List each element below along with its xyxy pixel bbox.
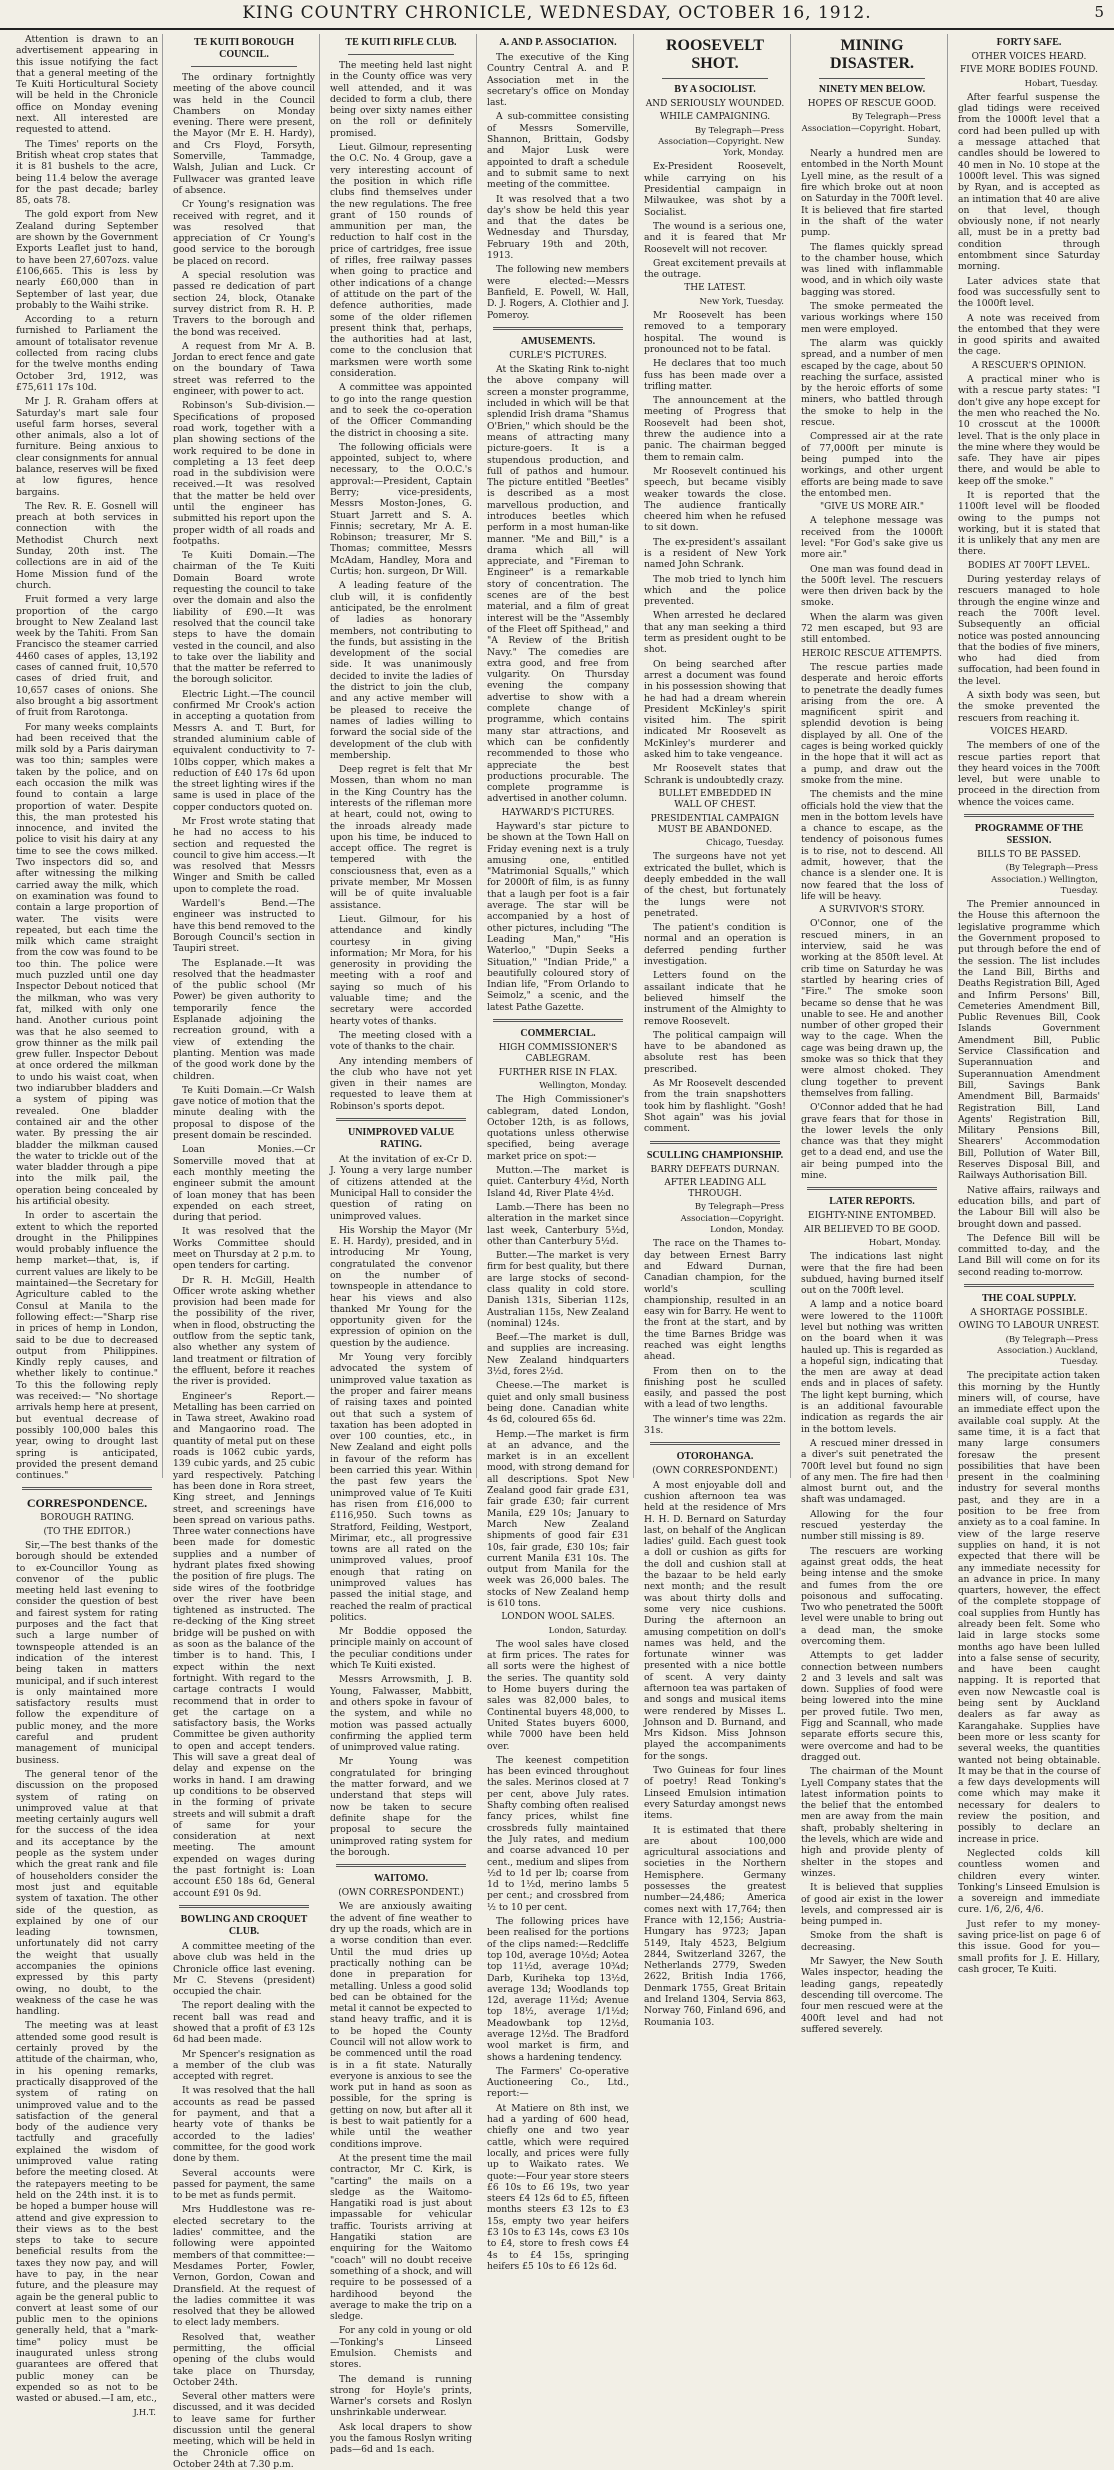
- divider: [964, 1284, 1094, 1287]
- paragraph: Messrs Arrowsmith, J. B. Young, Falwasser, Mabbitt, and others spoke in favour of the system, and while no motion was passed actually confirming the applied term of unimproved value rating.: [330, 1674, 472, 1754]
- paragraph: At Matiere on 8th inst, we had a yarding of 600 head, chiefly one and two year cattle, which were required locally, and prices were fully up to Waikato rates. We quote:—Four year store steers £6 10s to £6 19s, two year steers £4 12s 6d to £5, fifteen months steers £3 12s to £3 15s, empty two year heifers £3 10s to £3 14s, cows £3 10s to £4, store to fresh cows £4 4s to £4 15s, springing heifers £5 10s to £6 12s 6d.: [487, 2102, 629, 2272]
- paragraph: The winner's time was 22m. 31s.: [644, 1413, 786, 1437]
- byline: (OWN CORRESPONDENT.): [652, 1466, 778, 1477]
- section-subheading: FIVE MORE BODIES FOUND.: [960, 65, 1098, 76]
- paragraph: The High Commissioner's cablegram, dated London, October 12th, is as follows, quotations unless otherwise specified, being average market price on spot:—: [487, 1094, 629, 1162]
- divider: [819, 78, 925, 79]
- section-subheading: BILLS TO BE PASSED.: [977, 850, 1081, 860]
- paragraph: Beef.—The market is dull, and supplies are increasing. New Zealand hindquarters 3½d, fores 2½d.: [487, 1332, 629, 1378]
- paragraph: A committee meeting of the above club was held in the Chronicle office last evening. Mr C. Stevens (president) occupied the chair.: [173, 1940, 315, 1998]
- column-4: [483, 34, 634, 2272]
- divider: [336, 1118, 466, 1121]
- paragraph: A special resolution was passed re dedication of part section 24, block, Otanake survey district from R. H. P. Travers to the borough and the bond was received.: [173, 270, 315, 338]
- section-subheading: HIGH COMMISSIONER'S CABLEGRAM.: [498, 1043, 618, 1065]
- paragraph: The Farmers' Co-operative Auctioneering Co., Ltd., report:—: [487, 2065, 629, 2100]
- paragraph: Resolved that, weather permitting, the official opening of the clubs would take place on Thursday, October 24th.: [173, 2331, 315, 2388]
- paragraph: A sixth body was seen, but the smoke prevented the rescuers from reaching it.: [958, 690, 1100, 724]
- dateline: Hobart, Monday.: [868, 1237, 941, 1248]
- paragraph: Mr J. R. Graham offers at Saturday's mart sale four useful farm horses, several other animals, also a lot of furniture. Being anxious to clear consignments for annual balance, reserves will be fixed at low figures, hence bargains.: [16, 396, 158, 498]
- paragraph: Hemp.—The market is firm at an advance, and the market is in an excellent mood, with strong demand for all descriptions. Spot New Zealand good fair grade £31, fair grade £30; fair current Manila, £29 10s; January to March New Zealand shipments of good fair £31 10s, fair grade, £30 10s; fair current Manila £31 10s. The output from Manila for the week was 26,000 bales. The stocks of New Zealand hemp is 610 tons.: [487, 1428, 629, 1609]
- section-headline: SCULLING CHAMPIONSHIP.: [646, 1149, 784, 1161]
- paragraph: It is believed that supplies of good air exist in the lower levels, and compressed air is being pumped in.: [801, 1882, 943, 1928]
- paragraph: The ex-president's assailant is a resident of New York named John Schrank.: [644, 536, 786, 571]
- paragraph: After fearful suspense the glad tidings were received from the 1000ft level that a cord had been pulled up with a message attached that candles should be lowered to 40 men in No. 10 stope at the 1000ft level. This was signed by Ryan, and is accepted as an intimation that 40 are alive on that level, though obviously none, if not nearly all, must be in a pretty bad condition through entombment since Saturday morning.: [958, 91, 1100, 273]
- paragraph: The precipitate action taken this morning by the Huntly miners will, of course, have an immediate effect upon the available coal supply. At the same time, it is a fact that many large consumers foresaw the present possibilities that have been present in the coalmining industry for several months past, and they are in a position to be free from anxiety as to a coal famine. In view of the large reserve supplies on hand, it is not expected that there will be any immediate necessity for an advance in price. In many quarters, however, the effect of the complete stoppage of coal supplies from Huntly has already been felt. Some who laid in large stocks some months ago have been lulled into a false sense of security, and have been caught napping. It is reported that even now Newcastle coal is being sent by Auckland dealers as far away as Karangahake. Supplies have been more or less scanty for several weeks, the quantities wanted not being obtainable. It may be that in the course of a few days developments will come which may make it necessary for dealers to review the position, and possibly to declare an increase in price.: [958, 1370, 1100, 1845]
- paragraph: A leading feature of the club will, it is confidently anticipated, be the enrolment of ladies as honorary members, not contributing to the funds, but assisting in the development of the social side. It was unanimously decided to invite the ladies of the district to join the club, and any active member will be pleased to receive the names of ladies willing to forward the social side of the development of the club with membership.: [330, 580, 472, 761]
- paragraph: The wound is a serious one, and it is feared that Mr Roosevelt will not recover.: [644, 220, 786, 255]
- paragraph: His Worship the Mayor (Mr E. H. Hardy), presided, and in introducing Mr Young, congratulated the convenor on the number of townspeople in attendance to hear his views and also thanked Mr Young for the opportunity given for the expression of opinion on the question by the audience.: [330, 1224, 472, 1349]
- divider: [179, 1905, 309, 1908]
- section-subheading: HAYWARD'S PICTURES.: [501, 807, 615, 818]
- paragraph: The keenest competition has been evinced throughout the sales. Merinos closed at 7 per cent, above July rates. Shafty combing often realised fancy prices, whilst fine crossbreds fully maintained the July rates, and medium and coarse advanced 10 per cent., medium and slipes from ½d to 1d per lb; coarse from 1d to 1½d, merino lambs 5 per cent.; and crossbred from ½ to 10 per cent.: [487, 1754, 629, 1913]
- section-headline: A. AND P. ASSOCIATION.: [499, 37, 617, 48]
- section-subheading: AFTER LEADING ALL THROUGH.: [664, 1177, 766, 1200]
- divider: [348, 54, 454, 55]
- paragraph: A practical miner who is with a rescue party states: "I don't give any hope except for the men who reached the No. 10 crosscut at the 1000ft level. That is the only place in the mine where they would be safe. They have air pipes there, and would be able to keep off the smoke.": [958, 374, 1100, 487]
- dateline: Hobart, Tuesday.: [1024, 78, 1098, 89]
- masthead: [0, 0, 1114, 30]
- paragraph: Mr Young very forcibly advocated the system of unimproved value taxation as the proper and fairer means of raising taxes and pointed out that such a system of taxation has been adopted in over 100 counties, etc., in New Zealand and eight polls in favour of the reform has been carried this year. Within the past few years the unimproved value of Te Kuiti has risen from £16,000 to £116,950. Such towns as Stratford, Feilding, Westport, Mirimar, etc., all progressive towns are all rated on the unimproved values, proof enough that rating on unimproved values has passed the initial stage, and reached the realm of practical politics.: [330, 1352, 472, 1623]
- paragraph: Two Guineas for four lines of poetry! Read Tonking's Linseed Emulsion intimation every Saturday amongst news items.: [644, 1765, 786, 1822]
- divider: [807, 1187, 937, 1190]
- dateline: (By Telegraph—Press Association.) Wellington, Tuesday.: [991, 863, 1098, 896]
- section-subheading: PRESIDENTIAL CAMPAIGN MUST BE ABANDONED.: [650, 813, 780, 835]
- paragraph: A sub-committee consisting of Messrs Somerville, Shannon, Brittain, Godsby and Major Lusk were appointed to draft a schedule and to submit same to next meeting of the committee.: [487, 111, 629, 191]
- paragraph: The race on the Thames to-day between Ernest Barry and Edward Durnan, Canadian champion, for the world's sculling championship, resulted in an easy win for Barry. He went to the front at the start, and by the time Barnes Bridge was reached was eight lengths ahead.: [644, 1238, 786, 1363]
- paragraph: Te Kuiti Domain.—Cr Walsh gave notice of motion that the minute dealing with the proposal to dispose of the present domain be rescinded.: [173, 1084, 315, 1142]
- paragraph: Lamb.—There has been no alteration in the market since last week, Canterbury 5½d, other than Canterbury 5½d.: [487, 1201, 629, 1247]
- section-headline: PROGRAMME OF THE SESSION.: [974, 823, 1084, 846]
- paragraph: Mr Roosevelt states that Schrank is undoubtedly crazy.: [644, 763, 786, 786]
- paragraph: The flames quickly spread to the chamber house, which was lined with inflammable wood, and in which oily waste bagging was stored.: [801, 241, 943, 298]
- paragraph: According to a return furnished to Parliament the amount of totalisator revenue collected from racing clubs for the twelve months ending October 3rd, 1912, was £75,611 17s 10d.: [16, 314, 158, 393]
- page-columns: [12, 34, 1104, 2470]
- dateline: London, Saturday.: [548, 1625, 627, 1636]
- paragraph: In order to ascertain the extent to which the reported drought in the Philippines would probably influence the hemp market—that, is, if current values are likely to be maintained—the Secretary for Agriculture cabled to the Consul at Manila to the following effect:—"Sharp rise in prices of hemp in London, said to be due to decreased output from Philippines. Kindly reply causes, and whether likely to continue." To this the following reply was received:— "No shortage arrivals hemp here at present, but eventual decrease of possibly 100,000 bales this year, owing to drought last spring is anticipated, provided the present demand continues.": [16, 1210, 158, 1482]
- section-subheading: OWING TO LABOUR UNREST.: [958, 1321, 1100, 1332]
- newspaper-title: KING COUNTRY CHRONICLE, WEDNESDAY, OCTOBER 16, 1912.: [242, 3, 872, 23]
- paragraph: The following prices have been realised for the portions of the clips named:—Redcliffe top 10d, average 10½d; Aotea top 11½d, average 10¾d; Darb, Kuriheka top 13½d, average 13d; Woodlands top 12d, average 11½d; Avenue top 18½, average 1/1½d; Meadowbank top 12½d, average 12½d. The Bradford wool market is firm, and shows a hardening tendency.: [487, 1916, 629, 2063]
- paragraph: A note was received from the entombed that they were in good spirits and awaited the cage.: [958, 312, 1100, 358]
- section-headline: COMMERCIAL.: [520, 1028, 596, 1040]
- paragraph: The gold export from New Zealand during September are shown by the Government Exports Leaflet just to hand, to have been 27,607ozs. value £106,665. This is less by nearly £60,000 than in September of last year, due probably to the Waihi strike.: [16, 209, 158, 311]
- section-subheading: CURLE'S PICTURES.: [509, 350, 607, 361]
- letter-paragraph: The meeting was at least attended some good result is certainly proved by the attitude of the chairman, who, in his opening remarks, practically disapproved of the system of rating on unimproved value and to the satisfaction of the general body of the audience very tactfully and gracefully explained the wisdom of unimproved value rating before the meeting closed. At the ratepayers meeting to be held on the 24th inst. it is to be hoped a bumper house will attend and give expression to their views as to the best steps to take to secure beneficial results from the taxes they now pay, and will have to pay, in the near future, and the pleasure may again be the general public to convert at least some of our public men to the opinions generally held, that a "mark-time" policy must be inaugurated unless strong guarantees are offered that public money can be expended so as not to be wasted or abused.—I am, etc.,: [16, 2020, 158, 2405]
- paragraph: For many weeks complaints had been received that the milk sold by a Paris dairyman was too thin; samples were taken by the police, and on each occasion the milk was found to contain a large proportion of water. Despite this, the man protested his innocence, and invited the police to visit his dairy at any time to see the cows milked. Two inspectors did so, and after witnessing the milking carried away the milk, which on examination was found to contain a large proportion of water. The visits were repeated, but each time the milk which came straight from the cow was found to be too thin. The police were much puzzled until one day Inspector Debout noticed that the milkman, who was very fat, milked with only one hand. Another curious point was that he also seemed to grow thinner as the milk pail grew fuller. Inspector Debout at once ordered the milkman to undo his waist coat, when two indiarubber bladders and a system of piping was revealed. One bladder contained air and the other water. By pressing the air bladder the milkman caused the water to trickle out of the water bladder through a pipe into the milk pail, the operation being concealed by his artificial obesity.: [16, 721, 158, 1207]
- paragraph: From then on to the finishing post he sculled easily, and passed the post with a lead of two lengths.: [644, 1365, 786, 1411]
- divider: [493, 1019, 623, 1022]
- paragraph: On being searched after arrest a document was found in his possession showing that he had had a dream wherein President McKinley's spirit visited him. The spirit indicated Mr Roosevelt as McKinley's murderer and asked him to take vengeance.: [644, 658, 786, 761]
- section-headline: TE KUITI RIFLE CLUB.: [345, 37, 457, 48]
- paragraph: Native affairs, railways and education bills, and part of the Labour Bill will also be brought down and passed.: [958, 1184, 1100, 1230]
- letter-signoff: J.H.T.: [133, 2407, 156, 2418]
- dateline: New York, Tuesday.: [699, 296, 784, 307]
- paragraph: Engineer's Report.—Metalling has been carried on in Tawa street, Awakino road and Mangaorino road. The quantity of metal put on these roads is 1062 cubic yards, 139 cubic yards, and 25 cubic yard respectively. Patching has been done in Rora street, King street, and Jennings street, and screenings have been spread on various paths. Three water connections have been made for domestic supplies and a number of hydrant plates fixed showing the position of fire plugs. The side wires of the footbridge over the river have been tightened as instructed. The re-decking of the King street bridge will be pushed on with as soon as the balance of the timber is to hand. This, I expect within the next fortnight. With regard to the cartage contracts I would recommend that in order to get the cartage on a satisfactory basis, the Works Committee be given authority to open and accept tenders. This will save a great deal of delay and expense on the works in hand. I am drawing up conditions to be observed in the forming of private streets and will submit a draft of same for your consideration at next meeting. The amount expended on wages during the past fortnight is: Loan account £50 18s 6d, General account £91 0s 9d.: [173, 1390, 315, 1899]
- section-subheading: BARRY DEFEATS DURNAN.: [650, 1164, 780, 1175]
- section-subheading: FURTHER RISE IN FLAX.: [498, 1067, 618, 1078]
- paragraph: The Times' reports on the British wheat crop states that it is 81 bushels to the acre, being 11.4 below the average for the past decade; barley 85, oats 78.: [16, 138, 158, 207]
- dateline: By Telegraph—Press Association—Copyright. New York, Monday.: [658, 125, 784, 159]
- paragraph: During yesterday relays of rescuers managed to hole through the engine winze and reach the 700ft level. Subsequently an official notice was posted announcing that the bodies of five miners, who had died from suffocation, had been found in the level.: [958, 574, 1100, 687]
- letter-paragraph: The general tenor of the discussion on the proposed system of rating on unimproved value at that meeting certainly augurs well for the success of the idea and its acceptance by the people as the system under which the great rank and file of householders consider the most just and equitable system of taxation. The other side of the question, as explained by one of our leading townsmen, unfortunately did not carry the weight that usually accompanies the opinions expressed by this party owing, no doubt, to the weakness of the case he was handling.: [16, 1768, 158, 2018]
- paragraph: Great excitement prevails at the outrage.: [644, 257, 786, 281]
- letter-paragraph: Sir,—The best thanks of the borough should be extended to ex-Councillor Young as convenor of the public meeting held last evening to consider the question of best and fairest system for rating purposes and the fact that such a large number of townspeople attended is an indication of the interest being taken in matters municipal, and if such interest is only maintained more satisfactory results must follow the expenditure of public money, and the more careful and prudent management of municipal business.: [16, 1540, 158, 1766]
- divider: [964, 814, 1094, 817]
- section-subheading: WHILE CAMPAIGNING.: [659, 112, 771, 123]
- paragraph: Any intending members of the club who have not yet given in their names are requested to leave them at Robinson's sports depot.: [330, 1055, 472, 1112]
- paragraph: Several other matters were discussed, and it was decided to leave same for further discussion until the general meeting, which will be held in the Chronicle office on October 24th at 7.30 p.m.: [173, 2391, 315, 2470]
- paragraph: Mr Spencer's resignation as a member of the club was accepted with regret.: [173, 2048, 315, 2083]
- paragraph: As Mr Roosevelt descended from the train snapshotters took him by flashlight. "Gosh! Shot again" was his jovial comment.: [644, 1078, 786, 1135]
- letter-salutation: (TO THE EDITOR.): [43, 1526, 131, 1537]
- section-headline: ROOSEVELT SHOT.: [665, 37, 765, 72]
- column-2: [169, 34, 320, 2470]
- section-headline: OTOROHANGA.: [676, 1451, 754, 1463]
- paragraph: The meeting closed with a vote of thanks to the chair.: [330, 1029, 472, 1053]
- paragraph: The Esplanade.—It was resolved that the headmaster of the public school (Mr Power) be given authority to temporarily fence the Esplanade adjoining the recreation ground, with a view of extending the planting. Mention was made of the good work done by the children.: [173, 957, 315, 1082]
- section-subheading: A RESCUER'S OPINION.: [971, 360, 1087, 371]
- paragraph: The announcement at the meeting of Progress that Roosevelt had been shot, threw the audience into a panic. The chairman begged them to remain calm.: [644, 395, 786, 463]
- paragraph: Cr Young's resignation was received with regret, and it was resolved that appreciation of Cr Young's good service to the borough be placed on record.: [173, 199, 315, 267]
- paragraph: When the alarm was given 72 men escaped, but 93 are still entombed.: [801, 611, 943, 646]
- divider: [650, 1442, 780, 1445]
- section-headline: MINING DISASTER.: [829, 37, 915, 72]
- paragraph: Ex-President Roosevelt, while carrying on his Presidential campaign in Milwaukee, was shot by a Socialist.: [644, 161, 786, 218]
- paragraph: For any cold in young or old—Tonking's Linseed Emulsion. Chemists and stores.: [330, 2325, 472, 2371]
- section-subheading: BODIES AT 700FT LEVEL.: [967, 560, 1091, 571]
- paragraph: Robinson's Sub-division.—Specifications of proposed road work, together with a plan showing sections of the work required to be done in completing a 13 feet deep road in the subdivision were received.—It was resolved that the matter be held over until the engineer has submitted his report upon the proper width of all roads and footpaths.: [173, 400, 315, 547]
- section-subheading: A SURVIVOR'S STORY.: [819, 905, 925, 916]
- section-subheading: NINETY MEN BELOW.: [818, 84, 926, 95]
- paragraph: Attempts to get ladder connection between numbers 2 and 3 levels and salt was down. Supplies of food were being lowered into the mine per proved futile. Two men, Figg and Scannall, who made separate efforts secure this, were overcome and had to be dragged out.: [801, 1650, 943, 1763]
- section-headline: UNIMPROVED VALUE RATING.: [347, 1127, 455, 1151]
- paragraph: A most enjoyable doll and cushion afternoon tea was held at the residence of Mrs H. H. D. Bernard on Saturday last, on behalf of the Anglican ladies' guild. Each guest took a doll or cushion as gifts for the doll and cushion stall at the bazaar to be held early next month; and the result was about thirty dolls and some very nice cushions. During the afternoon an amusing competition on doll's names was held, and the fortunate winner was presented with a nice bottle of scent. A very dainty afternoon tea was partaken of and songs and musical items were rendered by Misses L. Johnson and D. Burnand, and Mrs Kidson. Miss Johnson played the accompaniments for the songs.: [644, 1479, 786, 1762]
- paragraph: Fruit formed a very large proportion of the cargo brought to New Zealand last week by the Tahiti. From San Francisco the steamer carried 4460 cases of apples, 13,192 cases of canned fruit, 10,570 cases of dried fruit, and 10,657 cases of onions. She also brought a big assortment of fruit from Rarotonga.: [16, 594, 158, 719]
- column-7: [954, 34, 1104, 1975]
- paragraph: One man was found dead in the 500ft level. The rescuers were then driven back by the smoke.: [801, 563, 943, 609]
- section-subheading: VOICES HEARD.: [990, 726, 1068, 737]
- paragraph: It is reported that the 1100ft level will be flooded owing to the pumps not working, but it is stated that it is unlikely that any men are there.: [958, 489, 1100, 558]
- byline: (OWN CORRESPONDENT.): [338, 1888, 464, 1899]
- divider: [662, 78, 768, 79]
- divider: [336, 1864, 466, 1867]
- paragraph: Smoke from the shaft is decreasing.: [801, 1930, 943, 1953]
- column-5: [640, 34, 791, 2028]
- paragraph: The mob tried to lynch him which and the police prevented.: [644, 573, 786, 608]
- paragraph: At the invitation of ex-Cr D. J. Young a very large number of citizens attended at the Municipal Hall to consider the question of rating on unimproved values.: [330, 1154, 472, 1222]
- paragraph: The smoke permeated the various workings where 150 men were employed.: [801, 301, 943, 335]
- section-subheading: LONDON WOOL SALES.: [501, 1612, 615, 1623]
- paragraph: Attention is drawn to an advertisement appearing in this issue notifying the fact that a general meeting of the Te Kuiti Horticultural Society will be held in the Chronicle office on Monday evening next. All interested are requested to attend.: [16, 34, 158, 136]
- section-headline: LATER REPORTS.: [829, 1196, 915, 1208]
- paragraph: Mrs Huddlestone was re-elected secretary to the ladies' committee, and the following were appointed members of that committee:—Mesdames Porter, Fowler, Vernon, Gordon, Cowan and Dransfield. At the request of the ladies committee it was resolved that they be allowed to elect lady members.: [173, 2204, 315, 2329]
- paragraph: The rescue parties made desperate and heroic efforts to penetrate the deadly fumes arising from the ore. A magnificent spirit and splendid devotion is being displayed by all. One of the cages is being worked quickly in the hope that it will act as a pump, and draw out the smoke from the mine.: [801, 661, 943, 786]
- paragraph: The chairman of the Mount Lyell Company states that the latest information points to the belief that the entombed men are away from the main shaft, probably sheltering in the levels, which are wide and high and provide plenty of shelter in the stopes and winzes.: [801, 1766, 943, 1879]
- paragraph: The Premier announced in the House this afternoon the legislative programme which the Government proposed to put through before the end of the session. The list includes the Land Bill, Births and Deaths Registration Bill, Aged and Infirm Persons' Bill, Cemeteries Amendment Bill, Public Revenues Bill, Cook Islands Government Amendment Bill, Public Service Classification and Superannuation and Superannuation Amendment Bill, Savings Bank Amendment Bill, Barmaids' Registration Bill, Land Agents' Registration Bill, Military Pensions Bill, Shearers' Accommodation Bill, Pollution of Water Bill, Reserves Disposal Bill, and Railways Authorisation Bill.: [958, 899, 1100, 1182]
- paragraph: The surgeons have not yet extricated the bullet, which is deeply embedded in the wall of the chest, but fortunately the lungs were not penetrated.: [644, 851, 786, 919]
- paragraph: The Rev. R. E. Gosnell will preach at both services in connection with the Methodist Church next Sunday, 20th inst. The collections are in aid of the Home Mission fund of the church.: [16, 500, 158, 591]
- divider: [493, 327, 623, 330]
- section-subheading: THE LATEST.: [684, 283, 746, 294]
- section-subheading: OTHER VOICES HEARD.: [971, 52, 1087, 62]
- section-headline: WAITOMO.: [374, 1873, 428, 1885]
- paragraph: Just refer to my money-saving price-list on page 6 of this issue. Good for you—small profits for J. E. Hillary, cash grocer, Te Kuiti.: [958, 1918, 1100, 1975]
- paragraph: A rescued miner dressed in a diver's suit penetrated the 700ft level but found no sign of any men. The fire had then almost burnt out, and the shaft was undamaged.: [801, 1437, 943, 1506]
- paragraph: The executive of the King Country Central A. and P. Association met in the secretary's office on Monday last.: [487, 52, 629, 109]
- paragraph: Mr Boddie opposed the principle mainly on account of the peculiar conditions under which Te Kuiti existed.: [330, 1626, 472, 1672]
- paragraph: The alarm was quickly spread, and a number of men escaped by the cage, about 50 reaching the surface, assisted by the heroic efforts of some miners, who battled through the smoke to help in the rescue.: [801, 337, 943, 429]
- dateline: By Telegraph—Press Association—Copyright. London, Monday.: [680, 1202, 784, 1236]
- paragraph: A lamp and a notice board were lowered to the 1100ft level but nothing was written on the board when it was hauled up. This is regarded as a hopeful sign, indicating that the men are away at dead ends and in places of safety. The light kept burning, which is an additional favourable indication as regards the air in the bottom levels.: [801, 1299, 943, 1435]
- paragraph: A request from Mr A. B. Jordan to erect fence and gate on the boundary of Tawa street was referred to the engineer, with power to act.: [173, 340, 315, 398]
- paragraph: The Defence Bill will be committed to-day, and the Land Bill will come on for its second reading to-morrow.: [958, 1232, 1100, 1278]
- paragraph: The members of one of the rescue parties report that they heard voices in the 700ft level, but were unable to proceed in the direction from whence the voices came.: [958, 740, 1100, 808]
- paragraph: Mr Frost wrote stating that he had no access to his section and requested the council to give him access.—It was resolved that Messrs Winger and Smith be called upon to complete the road.: [173, 816, 315, 895]
- paragraph: It was resolved that a two day's show be held this year and that the dates be Wednesday and Thursday, February 19th and 20th, 1913.: [487, 193, 629, 262]
- paragraph: He declares that too much fuss has been made over a trifling matter.: [644, 358, 786, 392]
- paragraph: Compressed air at the rate of 77,000ft per minute is being pumped into the workings, and other urgent efforts are being made to save the entombed men.: [801, 431, 943, 499]
- paragraph: Allowing for the four rescued yesterday the number still missing is 89.: [801, 1508, 943, 1543]
- paragraph: The meeting held last night in the County office was very well attended, and it was decided to form a club, there being over sixty names either on the roll or definitely promised.: [330, 60, 472, 139]
- paragraph: O'Connor added that he had grave fears that for those in the lower levels the only chance was that they might get to a dead end, and use the air being pumped into the mine.: [801, 1102, 943, 1182]
- paragraph: The political campaign will have to be abandoned as absolute rest has been prescribed.: [644, 1029, 786, 1075]
- paragraph: Dr R. H. McGill, Health Officer wrote asking whether provision had been made for the possibility of the river, when in flood, obstructing the outflow from the septic tank, also whether any system of land treatment or filtration of the effluent, before it reaches the river is provided.: [173, 1274, 315, 1388]
- paragraph: Cheese.—The market is quiet and only small business being done. Canadian white 4s 6d, coloured 65s 6d.: [487, 1380, 629, 1426]
- divider: [22, 1487, 152, 1490]
- section-subheading: BY A SOCIOLIST.: [674, 84, 756, 95]
- section-headline: BOWLING AND CROQUET CLUB.: [180, 1913, 308, 1937]
- paragraph: Ask local drapers to show you the famous Roslyn writing pads—6d and 1s each.: [330, 2421, 472, 2456]
- paragraph: Several accounts were passed for payment, the same to be met as funds permit.: [173, 2167, 315, 2202]
- section-subheading: "GIVE US MORE AIR.": [819, 502, 925, 513]
- paragraph: Nearly a hundred men are entombed in the North Mount Lyell mine, as the result of a fire which broke out at noon on Saturday in the 700ft level. It is believed that fire started in the shaft of the water pump.: [801, 148, 943, 239]
- paragraph: Deep regret is felt that Mr Mossen, than whom no man in the King Country has the interests of the rifleman more at heart, could not, owing to the inroads already made upon his time, be induced to accept office. The regret is tempered with the consciousness that, even as a private member, Mr Mossen will be of quite invaluable assistance.: [330, 764, 472, 911]
- paragraph: The following new members were elected:—Messrs Banfield, E. Powell, W. Hall, D. J. Rogers, A. Clothier and J. Pomeroy.: [487, 264, 629, 321]
- paragraph: A telephone message was received from the 1000ft level: "For God's sake give us more air.": [801, 515, 943, 561]
- paragraph: Lieut. Gilmour, representing the O.C. No. 4 Group, gave a very interesting account of the position in which rifle clubs find themselves under the new regulations. The free grant of 150 rounds of ammunition per man, the reduction to half cost in the price of cartridges, free issue of rifles, free railway passes when going to practice and other indications of a change of attitude on the part of the defence authorities, made some of the older riflemen present think that, perhaps, the authorities had at last, come to the conclusion that marksmen were worth some consideration.: [330, 142, 472, 380]
- paragraph: We are anxiously awaiting the advent of fine weather to dry up the roads, which are in a worse condition than ever. Until the mud dries up practically nothing can be done in preparation for metalling. Unless a good solid bed can be obtained for the metal it cannot be expected to stand heavy traffic, and it is to be hoped the County Council will not allow work to be commenced until the road is in a fit state. Naturally everyone is anxious to see the work put in hand as soon as possible, for the spring is getting on now, but after all it is best to wait patiently for a while until the weather conditions improve.: [330, 1901, 472, 2150]
- paragraph: Letters found on the assailant indicate that he believed himself the instrument of the Almighty to remove Roosevelt.: [644, 970, 786, 1027]
- paragraph: Wardell's Bend.—The engineer was instructed to have this bend removed to the Borough Council's section in Taupiri street.: [173, 898, 315, 955]
- divider: [191, 66, 297, 67]
- paragraph: O'Connor, one of the rescued miners, in an interview, said he was working at the 850ft level. At crib time on Saturday he was startled by hearing cries of "Fire." The smoke soon became so dense that he was unable to see. He and another number of other groped their way to the cage. When the cage was being drawn up, the smoke was so thick that they were almost choked. They clung together to prevent themselves from falling.: [801, 918, 943, 1099]
- paragraph: The indications last night were that the fire had been subdued, having burned itself out on the 700ft level.: [801, 1251, 943, 1297]
- paragraph: A committee was appointed to go into the range question and to seek the co-operation of the Officer Commanding the district in choosing a site.: [330, 382, 472, 439]
- paragraph: It is estimated that there are about 100,000 agricultural associations and societies in the Northern Hemisphere. Germany possesses the greatest number—24,486; America comes next with 17,764; then France with 12,156; Austria-Hungary has 9723; Japan 5149, Italy 4523, Belgium 2844, Switzerland 3267, the Netherlands 2779, Sweden 2622, British India 1766, Denmark 1755, Great Britain and Ireland 1304, Servia 863, Norway 760, Finland 696, and Roumania 103.: [644, 1824, 786, 2028]
- paragraph: Mutton.—The market is quiet. Canterbury 4½d, North Island 4d, River Plate 4½d.: [487, 1165, 629, 1199]
- paragraph: Electric Light.—The council confirmed Mr Crook's action in accepting a quotation from Messrs A. and T. Burt, for stranded aluminium cable of equivalent conductivity to 7-10lbs copper, which makes a reduction of £40 17s 6d upon the street lighting wires if the same is used in place of the copper conductors quoted on.: [173, 688, 315, 813]
- section-subheading: AIR BELIEVED TO BE GOOD.: [803, 1224, 941, 1235]
- section-headline: CORRESPONDENCE.: [26, 1496, 148, 1511]
- column-1: [12, 34, 163, 2418]
- section-subheading: BOROUGH RATING.: [40, 1513, 134, 1524]
- paragraph: Mr Sawyer, the New South Wales inspector, heading the leading gangs, repeatedly descending till overcome. The four men rescued were at the 400ft level and had not suffered severely.: [801, 1956, 943, 2035]
- dateline: By Telegraph—Press Association—Copyright. Hobart, Sunday.: [801, 112, 941, 145]
- section-headline: FORTY SAFE.: [996, 37, 1062, 48]
- paragraph: When arrested he declared that any man seeking a third term as president ought to be shot.: [644, 610, 786, 656]
- paragraph: Neglected colds kill countless women and children every winter. Tonking's Linseed Emulsion is a sovereign and immediate cure. 1/6, 2/6, 4/6.: [958, 1847, 1100, 1916]
- paragraph: Mr Roosevelt continued his speech, but became visibly weaker towards the close. The audience frantically cheered him when he refused to sit down.: [644, 465, 786, 534]
- paragraph: Later advices state that food was successfully sent to the 1000ft level.: [958, 275, 1100, 310]
- section-subheading: AND SERIOUSLY WOUNDED.: [645, 99, 785, 109]
- paragraph: The demand is running strong for Hoyle's prints, Warner's corsets and Roslyn unshrinkable underwear.: [330, 2373, 472, 2419]
- paragraph: Mr Young was congratulated for bringing the matter forward, and we understand that steps will now be taken to secure definite shape for the proposal to secure the unimproved rating system for the borough.: [330, 1756, 472, 1858]
- divider: [650, 1141, 780, 1144]
- paragraph: The following officials were appointed, subject to, where necessary, to the O.O.C.'s approval:—President, Captain Berry; vice-presidents, Messrs Moston-Jones, G. Stuart Jarrett and S. A. Finnis; secretary, Mr A. E. Robinson; treasurer, Mr S. Thomas; committee, Messrs McAdam, Handley, Mora and Curtis; hon. surgeon, Dr Will.: [330, 441, 472, 578]
- paragraph: The report dealing with the recent ball was read and showed that a profit of £3 12s 6d had been made.: [173, 2000, 315, 2046]
- paragraph: It was resolved that the hall accounts as read be passed for payment, and that a hearty vote of thanks be accorded to the ladies' committee, for the good work done by them.: [173, 2085, 315, 2165]
- section-subheading: HOPES OF RESCUE GOOD.: [807, 99, 937, 109]
- paragraph: The wool sales have closed at firm prices. The rates for all sorts were the highest of the series. The quantity sold to Home buyers during the sales was 82,000 bales, to Continental buyers 48,000, to United States buyers 6000, while 7000 have been held over.: [487, 1638, 629, 1752]
- paragraph: Butter.—The market is very firm for best quality, but there are large stocks of second-class quality in cold store. Danish 131s, Siberian 112s, Australian 115s, New Zealand (nominal) 124s.: [487, 1250, 629, 1329]
- paragraph: At the Skating Rink to-night the above company will screen a monster programme, included in which will be that splendid Irish drama "Shamus O'Brien," which should be the means of attracting many picture-goers. It is a stupendous production, and full of pathos and humour. The picture entitled "Beetles" is described as a most marvellous production, and introduces beetles which perform in a most human-like manner. "Me and Bill," is a drama which all will appreciate, and "Fireman to Engineer" is a remarkable story of concentration. The scenes are of the best material, and a film of great interest will be the "Assembly of the Fleet off Spithead," and "A Review of the British Navy." The comedies are extra good, and free from vulgarity. On Thursday evening the company advertise to show with a complete change of programme, which contains many star attractions, and which can be confidently recommended to those who appreciate the best productions procurable. The complete programme is advertised in another column.: [487, 364, 629, 805]
- section-subheading: BULLET EMBEDDED IN WALL OF CHEST.: [658, 788, 772, 811]
- paragraph: Te Kuiti Domain.—The chairman of the Te Kuiti Domain Board wrote requesting the council to take over the domain and also the liability of £90.—It was resolved that the council take steps to have the domain vested in the council, and also to take over the liability and that the matter be referred to the borough solicitor.: [173, 550, 315, 686]
- column-3: [326, 34, 477, 2456]
- section-headline: TE KUITI BOROUGH COUNCIL.: [193, 37, 295, 60]
- section-subheading: HEROIC RESCUE ATTEMPTS.: [801, 648, 943, 659]
- section-headline: THE COAL SUPPLY.: [981, 1292, 1076, 1304]
- paragraph: Lieut. Gilmour, for his attendance and kindly courtesy in giving information; Mr Mora, for his generosity in providing the meeting with a roof and saying so much of his valuable time; and the secretary were accorded hearty votes of thanks.: [330, 913, 472, 1027]
- paragraph: The ordinary fortnightly meeting of the above council was held in the Council Chambers on Monday evening. There were present, the Mayor (Mr E. H. Hardy), and Crs Floyd, Forsyth, Somerville, Tammadge, Walsh, Julian and Luck. Cr Fullwacer was granted leave of absence.: [173, 72, 315, 196]
- dateline: (By Telegraph—Press Association.) Auckland, Tuesday.: [997, 1334, 1098, 1368]
- section-subheading: EIGHTY-NINE ENTOMBED.: [808, 1211, 936, 1222]
- page-number: 5: [1094, 3, 1104, 21]
- paragraph: The rescuers are working against great odds, the heat being intense and the smoke and fumes from the ore poisonous and suffocating. Two who penetrated the 500ft level were unable to bring out a dead man, the smoke overcoming them.: [801, 1545, 943, 1647]
- dateline: Wellington, Monday.: [539, 1080, 627, 1091]
- paragraph: The chemists and the mine officials hold the view that the men in the bottom levels have a chance to escape, as the tendency of poisonous fumes is to rise, not to descend. All admit, however, that the chance is a slender one. It is now feared that the loss of life will be heavy.: [801, 789, 943, 902]
- column-6: [797, 34, 948, 2035]
- paragraph: Hayward's star picture to be shown at the Town Hall on Friday evening next is a truly amusing one, entitled "Matrimonial Squalls," which for 2000ft of film, is as funny that a laugh per foot is a fair average. The star will be accompanied by a host of other pictures, including "The Leading Man," "His Waterloo," "Dupin Seeks a Situation," "Indian Pride," a beautifully coloured story of Indian life, "From Orlando to Seimolz," a scenic, and the latest Pathe Gazette.: [487, 821, 629, 1013]
- section-subheading: A SHORTAGE POSSIBLE.: [970, 1307, 1088, 1318]
- dateline: Chicago, Tuesday.: [706, 838, 784, 849]
- paragraph: It was resolved that the Works Committee should meet on Thursday at 2 p.m. to open tenders for carting.: [173, 1226, 315, 1272]
- paragraph: Loan Monies.—Cr Somerville moved that at each monthly meeting the engineer submit the amount of loan money that has been expended on each street, during that period.: [173, 1144, 315, 1224]
- paragraph: Mr Roosevelt has been removed to a temporary hospital. The wound is pronounced not to be fatal.: [644, 310, 786, 355]
- paragraph: The patient's condition is normal and an operation is deferred pending further investigation.: [644, 922, 786, 968]
- section-headline: AMUSEMENTS.: [520, 335, 596, 347]
- paragraph: At the present time the mail contractor, Mr C. Kirk, is "carting" the mails on a sledge as the Waitomo-Hangatiki road is just about impassable for vehicular traffic. Tourists arriving at Hangatiki station are enquiring for the Waitomo "coach" will no doubt receive something of a shock, and will require to be possessed of a hardihood beyond the average to make the trip on a sledge.: [330, 2152, 472, 2323]
